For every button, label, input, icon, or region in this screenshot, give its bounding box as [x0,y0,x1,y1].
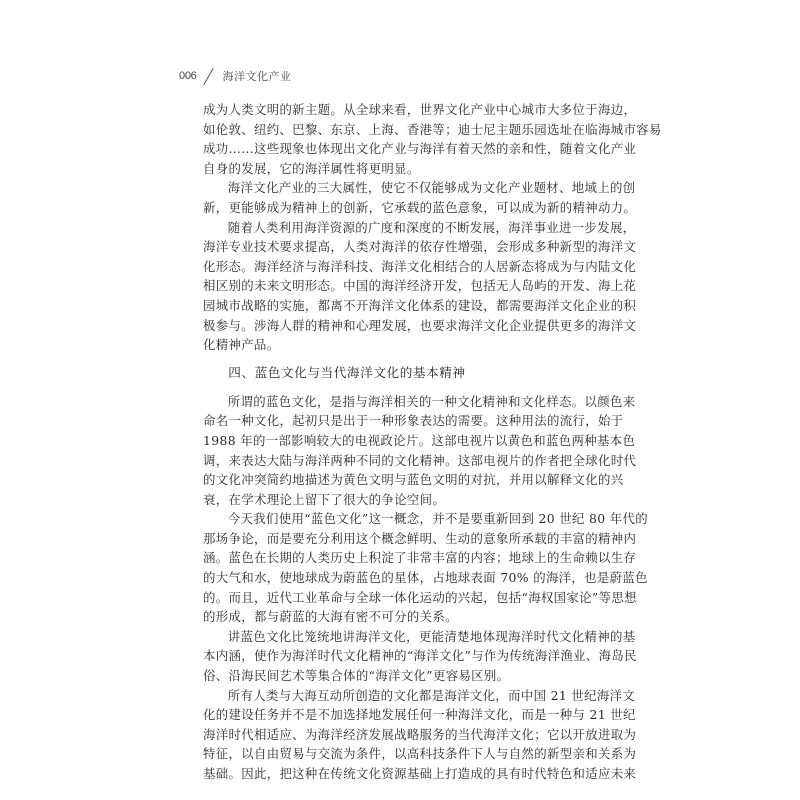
text-line: 调，来表达大陆与海洋两种不同的文化精神。这部电视片的作者把全球化时代 [203,452,637,468]
text-line: 所谓的蓝色文化，是指与海洋相关的一种文化精神和文化样态。以颜色来 [227,393,636,409]
text-line: 衰，在学术理论上留下了很大的争论空间。 [203,491,446,507]
text-line: 讲蓝色文化比笼统地讲海洋文化，更能清楚地体现海洋时代文化精神的基 [227,628,636,644]
text-line: 的文化冲突简约地描述为黄色文明与蓝色文明的对抗，并用以解释文化的兴 [203,472,624,488]
text-line: 的。而且，近代工业革命与全球一体化运动的兴起，包括“海权国家论”等思想 [203,589,637,605]
page-body [203,100,662,784]
text-line: 命名一种文化，起初只是出于一种形象表达的需要。这种用法的流行，始于 [203,413,624,429]
paragraph [203,392,637,510]
text-line: 园城市战略的实施，都离不开海洋文化体系的建设，都需要海洋文化企业的积 [203,297,637,313]
text-line: 俗、沿海民间艺术等集合体的“海洋文化”更容易区别。 [203,668,510,684]
paragraph [203,100,662,178]
section-heading: 四、蓝色文化与当代海洋文化的基本精神 [228,364,466,380]
text-line: 基础。因此，把这种在传统文化资源基础上打造成的具有时代特色和适应未来 [203,766,637,781]
page-number: 006 [179,70,197,82]
text-line: 随着人类利用海洋资源的广度和深度的不断发展，海洋事业进一步发展， [227,219,636,235]
paragraph [203,627,637,686]
text-line: 海洋时代相适应、为海洋经济发展战略服务的当代海洋文化；它以开放进取为 [203,726,637,742]
text-line: 海洋专业技术要求提高，人类对海洋的依存性增强，会形成多种新型的海洋文 [203,239,637,255]
text-line: 的形成，都与蔚蓝的大海有密不可分的关系。 [203,609,458,625]
running-head [179,67,291,85]
text-line: 涵。蓝色在长期的人类历史上积淀了非常丰富的内容；地球上的生命赖以生存 [203,550,637,566]
text-line: 的大气和水，使地球成为蔚蓝色的星体，占地球表面 70% 的海洋，也是蔚蓝色 [203,570,648,586]
text-line: 如伦敦、纽约、巴黎、东京、上海、香港等；迪士尼主题乐园选址在临海城市容易 [203,121,662,137]
slash-divider [202,68,216,84]
text-line: 新，更能够成为精神上的创新，它承载的蓝色意象，可以成为新的精神动力。 [203,199,637,215]
paragraph [203,686,637,784]
text-line: 特征，以自由贸易与交流为条件，以高科技条件下人与自然的新型亲和关系为 [203,746,637,762]
paragraph [203,178,637,217]
text-line: 化形态。海洋经济与海洋科技、海洋文化相结合的人居新态将成为与内陆文化 [203,258,637,274]
text-line: 相区别的未来文明形态。中国的海洋经济开发，包括无人岛屿的开发、海上花 [203,278,637,294]
text-line: 化的建设任务并不是不加选择地发展任何一种海洋文化，而是一种与 21 世纪 [203,707,636,723]
text-line: 海洋文化产业的三大属性，使它不仅能够成为文化产业题材、地域上的创 [227,180,636,196]
text-line: 本内涵，使作为海洋时代文化精神的“海洋文化”与作为传统海洋渔业、海岛民 [203,648,637,664]
text-line: 今天我们使用“蓝色文化”这一概念，并不是要重新回到 20 世纪 80 年代的 [227,511,648,527]
text-line: 1988 年的一部影响较大的电视政论片。这部电视片以黄色和蓝色两种基本色 [203,432,636,448]
text-line: 自身的发展，它的海洋属性将更明显。 [203,160,420,176]
text-line: 化精神产品。 [203,337,280,353]
text-line: 所有人类与大海互动所创造的文化都是海洋文化，而中国 21 世纪海洋文 [227,687,636,703]
text-line: 极参与。涉海人群的精神和心理发展，也要求海洋文化企业提供更多的海洋文 [203,317,637,333]
text-line: 成功……这些现象也体现出文化产业与海洋有着天然的亲和性，随着文化产业 [203,141,637,157]
text-line: 成为人类文明的新主题。从全球来看，世界文化产业中心城市大多位于海边， [203,102,637,117]
paragraph [203,218,637,355]
book-title: 海洋文化产业 [222,70,292,83]
paragraph [203,509,648,627]
text-line: 那场争论，而是要充分利用这个概念鲜明、生动的意象所承载的丰富的精神内 [203,530,637,546]
